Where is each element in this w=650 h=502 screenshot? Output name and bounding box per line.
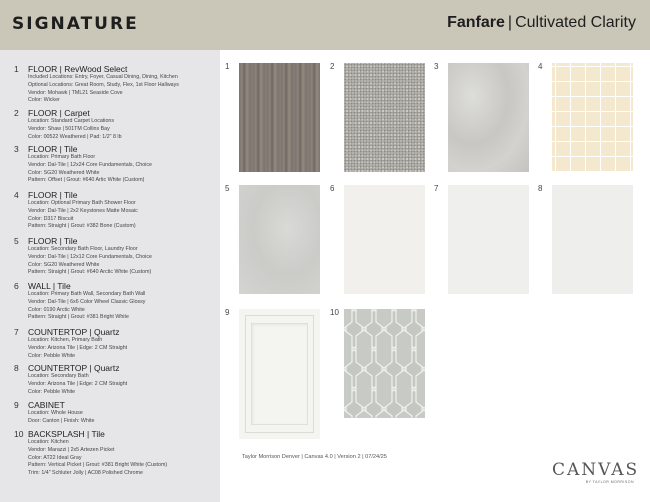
spec-line: Vendor: Arizona Tile | Edge: 2 CM Straight — [28, 380, 128, 387]
spec-number: 7 — [14, 327, 19, 337]
spec-list — [0, 50, 220, 502]
swatch-label: 2 — [330, 62, 335, 71]
spec-line: Color: Pebble White — [28, 388, 76, 395]
spec-line: Vendor: Arizona Tile | Edge: 2 CM Straight — [28, 344, 128, 351]
wood-floor-swatch — [239, 63, 320, 172]
spec-line: Vendor: Shaw | 501TM Collins Bay — [28, 125, 110, 132]
swatch-label: 10 — [330, 308, 339, 317]
spec-heading: FLOOR | Tile — [28, 236, 78, 246]
spec-line: Color: SG20 Weathered White — [28, 169, 100, 176]
swatch-label: 4 — [538, 62, 543, 71]
spec-heading: CABINET — [28, 400, 65, 410]
spec-heading: FLOOR | Tile — [28, 190, 78, 200]
spec-line: Trim: 1/4" Schluter Jolly | AC08 Polished Chrome — [28, 470, 143, 477]
spec-line: Vendor: Dal-Tile | 6x6 Color Wheel Classic Glossy — [28, 298, 146, 305]
floor-tile-swatch — [239, 185, 320, 294]
spec-line: Vendor: Mohawk | TML21 Seaside Cove — [28, 89, 123, 96]
spec-line: Location: Optional Primary Bath Shower Floor — [28, 200, 136, 206]
picket-pattern — [344, 309, 425, 418]
spec-line: Color: 00522 Weathered | Pad: 1/2" 8 lb — [28, 133, 122, 140]
swatch-label: 5 — [225, 184, 230, 193]
swatch-label: 3 — [434, 62, 439, 71]
spec-number: 2 — [14, 108, 19, 118]
spec-line: Vendor: Dal-Tile | 2x2 Keystones Matte Mosaic — [28, 207, 138, 214]
spec-line: Color: 0190 Arctic White — [28, 306, 85, 313]
footer-text: Taylor Morrison Denver | Canvas 4.0 | Version 2 | 07/24/25 — [242, 454, 387, 460]
spec-line: Location: Standard Carpet Locations — [28, 118, 114, 124]
spec-line: Color: Pebble White — [28, 352, 76, 359]
spec-number: 9 — [14, 400, 19, 410]
spec-heading: FLOOR | Carpet — [28, 108, 90, 118]
spec-heading: COUNTERTOP | Quartz — [28, 363, 120, 373]
swatch-label: 6 — [330, 184, 335, 193]
spec-line: Optional Locations: Great Room, Study, Flex, 1st Floor Hallways — [28, 81, 179, 88]
quartz-swatch — [552, 185, 633, 294]
spec-line: Included Locations: Entry, Foyer, Casual Dining, Dining, Kitchen — [28, 74, 178, 80]
spec-line: Vendor: Marazzi | 2x5 Artezen Picket — [28, 446, 115, 453]
brand-name: SIGNATURE — [12, 14, 139, 34]
wall-tile-swatch — [344, 185, 425, 294]
spec-heading: FLOOR | Tile — [28, 144, 78, 154]
spec-line: Location: Secondary Bath Floor, Laundry Floor — [28, 246, 138, 252]
spec-number: 10 — [14, 429, 24, 439]
spec-line: Color: SG20 Weathered White — [28, 261, 100, 268]
title-separator: | — [507, 14, 513, 31]
spec-line: Pattern: Straight | Grout: #381 Bright White — [28, 314, 129, 321]
spec-heading: COUNTERTOP | Quartz — [28, 327, 120, 337]
spec-line: Location: Kitchen — [28, 439, 69, 445]
spec-line: Location: Whole House — [28, 410, 83, 416]
door-panel — [251, 323, 308, 425]
spec-line: Pattern: Straight | Grout: #382 Bone (Custom) — [28, 223, 136, 230]
floor-tile-swatch — [448, 63, 529, 172]
spec-line: Location: Kitchen, Primary Bath — [28, 337, 103, 343]
cabinet-door-swatch — [239, 309, 320, 439]
logo-wordmark: CANVAS — [552, 460, 640, 480]
spec-heading: FLOOR | RevWood Select — [28, 64, 128, 74]
quartz-swatch — [448, 185, 529, 294]
spec-line: Color: AT22 Ideal Gray — [28, 454, 82, 461]
spec-line: Color: D317 Biscuit — [28, 215, 74, 222]
swatch-label: 7 — [434, 184, 439, 193]
carpet-swatch — [344, 63, 425, 172]
canvas-logo — [552, 460, 638, 484]
spec-line: Vendor: Dal-Tile | 12x24 Core Fundamentals, Choice — [28, 161, 152, 168]
spec-line: Vendor: Dal-Tile | 12x12 Core Fundamentals, Choice — [28, 253, 152, 260]
spec-heading: BACKSPLASH | Tile — [28, 429, 105, 439]
spec-line: Location: Secondary Bath — [28, 373, 89, 379]
logo-subtitle: BY TAYLOR MORRISON — [585, 480, 634, 484]
spec-line: Pattern: Vertical Picket | Grout: #381 Bright White (Custom) — [28, 462, 168, 469]
picket-tile-swatch — [344, 309, 425, 418]
spec-line: Door: Canton | Finish: White — [28, 417, 95, 424]
spec-number: 1 — [14, 64, 19, 74]
spec-number: 3 — [14, 144, 19, 154]
spec-heading: WALL | Tile — [28, 281, 71, 291]
spec-number: 6 — [14, 281, 19, 291]
spec-number: 5 — [14, 236, 19, 246]
swatch-label: 8 — [538, 184, 543, 193]
spec-line: Pattern: Offset | Grout: #640 Artic White (Custom) — [28, 177, 145, 184]
spec-line: Location: Primary Bath Wall, Secondary Bath Wall — [28, 291, 146, 297]
spec-number: 8 — [14, 363, 19, 373]
collection-name: Fanfare — [447, 14, 505, 31]
page-title — [447, 14, 636, 32]
spec-line: Location: Primary Bath Floor — [28, 154, 96, 160]
swatch-label: 9 — [225, 308, 230, 317]
spec-number: 4 — [14, 190, 19, 200]
mosaic-tile-swatch — [552, 63, 633, 172]
spec-line: Color: Wicker — [28, 97, 60, 104]
header-bar — [0, 0, 650, 50]
scheme-name: Cultivated Clarity — [515, 14, 636, 31]
swatch-label: 1 — [225, 62, 230, 71]
spec-line: Pattern: Straight | Grout: #640 Arctic White (Custom) — [28, 269, 152, 276]
